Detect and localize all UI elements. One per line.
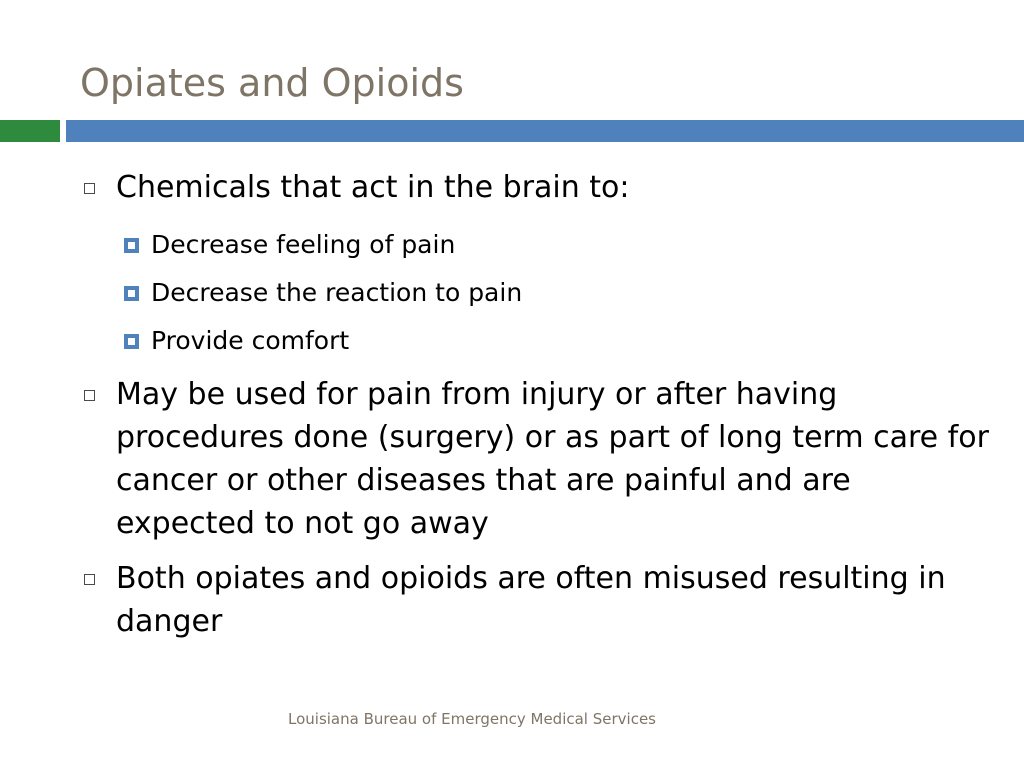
hollow-square-bullet-icon xyxy=(84,574,95,585)
green-accent-bar xyxy=(0,120,60,142)
sub-bullet-item xyxy=(80,269,990,317)
sub-bullet-item xyxy=(80,317,990,365)
sub-bullet-text: Provide comfort xyxy=(151,326,350,355)
slide-content xyxy=(80,166,990,655)
blue-square-bullet-icon xyxy=(124,334,139,349)
sub-bullet-text: Decrease the reaction to pain xyxy=(151,278,523,307)
sub-bullet-item xyxy=(80,221,990,269)
blue-accent-bar xyxy=(66,120,1024,142)
sub-bullet-list xyxy=(80,221,990,365)
sub-bullet-text: Decrease feeling of pain xyxy=(151,230,456,259)
slide-title: Opiates and Opioids xyxy=(80,61,464,105)
bullet-text: Chemicals that act in the brain to: xyxy=(116,170,630,205)
bullet-text: Both opiates and opioids are often misused resulting in danger xyxy=(116,561,946,639)
slide-footer: Louisiana Bureau of Emergency Medical Services xyxy=(288,710,656,728)
bullet-item xyxy=(80,557,990,643)
hollow-square-bullet-icon xyxy=(84,390,95,401)
bullet-item xyxy=(80,373,990,545)
blue-square-bullet-icon xyxy=(124,238,139,253)
blue-square-bullet-icon xyxy=(124,286,139,301)
bullet-item xyxy=(80,166,990,209)
hollow-square-bullet-icon xyxy=(84,183,95,194)
bullet-text: May be used for pain from injury or after having procedures done (surgery) or as part of long term care for cancer or other diseases that are painful and are expected to not go away xyxy=(116,377,989,541)
